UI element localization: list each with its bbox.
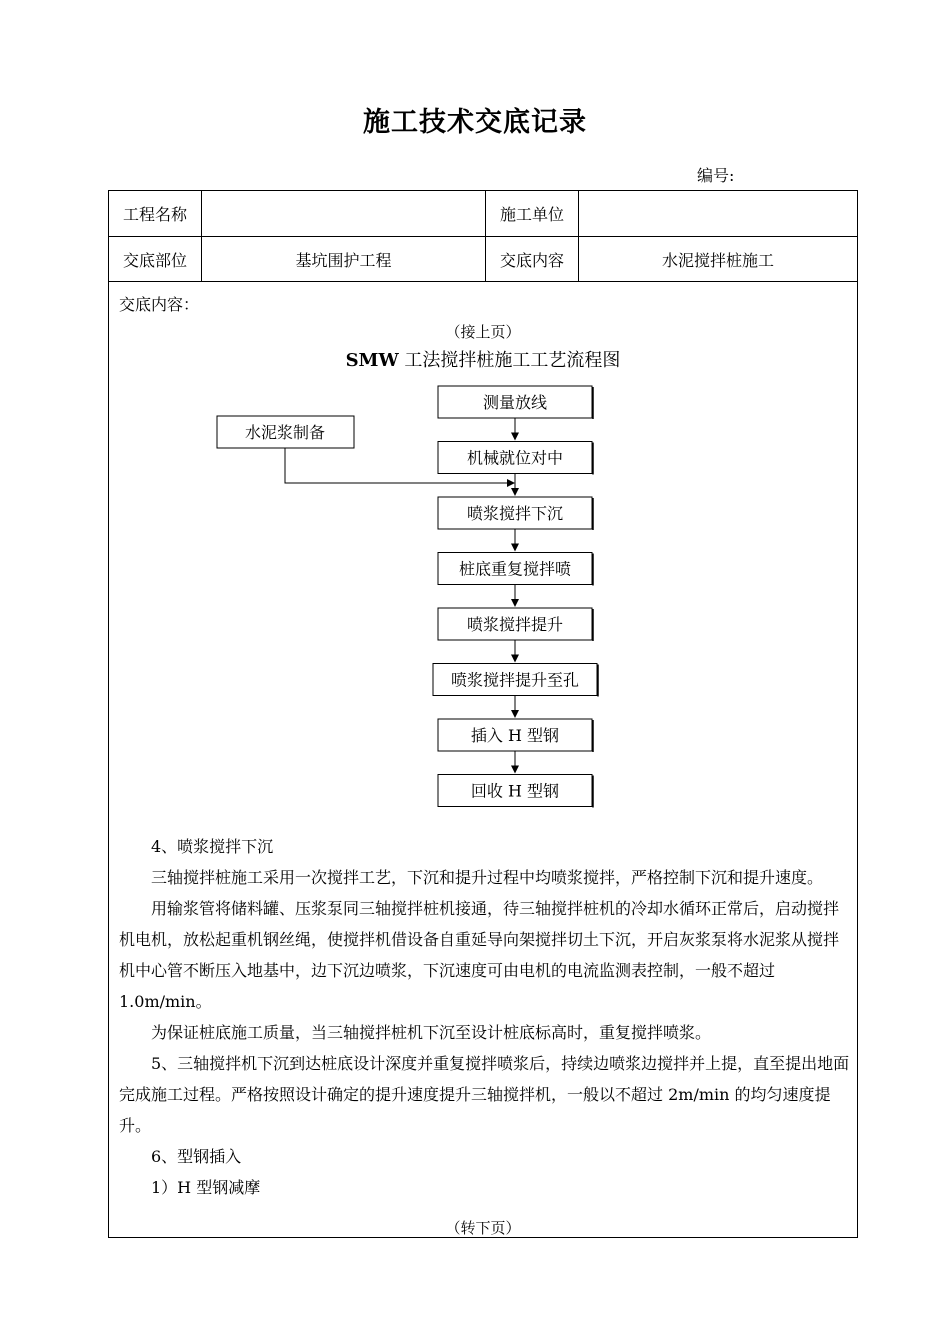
- flowchart-title-text: 工法搅拌桩施工工艺流程图: [398, 350, 621, 371]
- flow-step-label: 机械就位对中: [466, 448, 564, 468]
- part-label: 交底部位: [122, 250, 187, 270]
- part-value: 基坑围护工程: [295, 250, 392, 270]
- content-heading: 交底内容：: [119, 295, 200, 314]
- document-title: 施工技术交底记录: [363, 107, 587, 138]
- flow-step: [433, 664, 598, 697]
- flow-step-label: 水泥浆制备: [244, 423, 326, 442]
- construction-unit-label: 施工单位: [499, 205, 564, 224]
- paragraph: 三轴搅拌桩施工采用一次搅拌工艺，下沉和提升过程中均喷浆搅拌，严格控制下沉和提升速度。: [151, 868, 824, 887]
- flow-step-label: 桩底重复搅拌喷: [458, 559, 572, 579]
- paragraph: 为保证桩底施工质量，当三轴搅拌桩机下沉至设计桩底标高时，重复搅拌喷浆。: [151, 1023, 712, 1042]
- record-table: [108, 190, 858, 1238]
- serial-number-label: 编号:: [697, 166, 735, 185]
- flow-step-label: 喷浆搅拌下沉: [466, 504, 564, 523]
- continued-to-note: （转下页）: [445, 1219, 521, 1237]
- flow-step: [438, 719, 593, 752]
- flow-step-label: 喷浆搅拌提升: [466, 615, 564, 634]
- flow-step: [438, 608, 593, 641]
- flow-step: [438, 386, 593, 419]
- section-6-heading: 6、型钢插入: [151, 1147, 242, 1166]
- paragraph: 用输浆管将储料罐、压浆泵同三轴搅拌桩机接通，待三轴搅拌桩机的冷却水循环正常后，启动搅拌机电机，放松起重机钢丝绳，使搅拌机借设备自重延导向架搅拌切土下沉，开启灰浆泵将水泥浆从搅拌机中心管不断压入地基中，边下沉边喷浆，下沉速度可由电机的电流监测表控制，一般不超过 1.0m/min。: [119, 899, 840, 1011]
- flow-step-slurry-prep: [217, 416, 354, 448]
- subsection-heading: 1）H 型钢减摩: [151, 1178, 261, 1197]
- section-4-heading: 4、喷浆搅拌下沉: [151, 837, 274, 856]
- flow-step-label: 测量放线: [482, 393, 548, 412]
- process-flowchart: [109, 191, 857, 831]
- flowchart-title-bold: SMW: [345, 350, 399, 371]
- content-label: 交底内容: [499, 250, 564, 270]
- content-value: 水泥搅拌桩施工: [661, 250, 774, 270]
- continued-from-note: （接上页）: [445, 323, 521, 341]
- flow-step: [438, 775, 593, 808]
- flow-step: [438, 553, 593, 586]
- project-name-label: 工程名称: [122, 205, 187, 224]
- flow-step-label: 回收 H 型钢: [470, 781, 560, 801]
- section-5-paragraph: 5、三轴搅拌机下沉到达桩底设计深度并重复搅拌喷浆后，持续边喷浆边搅拌并上提，直至提出地面完成施工过程。严格按照设计确定的提升速度提升三轴搅拌机，一般以不超过 2m/min 的均匀速度提升。: [119, 1054, 850, 1135]
- flow-step-label: 插入 H 型钢: [470, 726, 560, 745]
- flow-step-label: 喷浆搅拌提升至孔: [450, 670, 580, 690]
- flow-step: [438, 442, 593, 475]
- flow-step: [438, 497, 593, 530]
